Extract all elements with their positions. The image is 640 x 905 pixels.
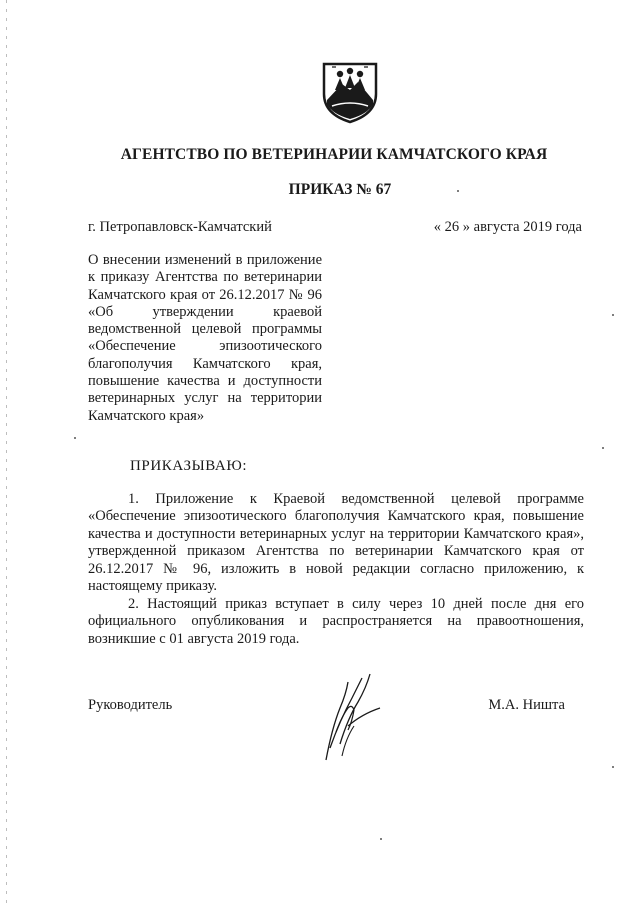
order-item-2 xyxy=(88,596,584,648)
order-date: « 26 » августа 2019 года xyxy=(433,219,582,235)
order-directive-word: ПРИКАЗЫВАЮ: xyxy=(130,458,248,474)
kamchatka-emblem-icon xyxy=(318,60,382,124)
order-item-1-text: 1. Приложение к Краевой ведомственной целевой программе «Обеспечение эпизоотического благополучия Камчатского края, повышение качества и доступности ветеринарных услуг на территории Камчатского края», утвержденной приказом Агентства по ветеринарии Камчатского края от 26.12.2017 № 96, изложить в новой редакции согласно приложению, к настоящему приказу. xyxy=(88,491,584,595)
order-subject: О внесении изменений в приложение к приказу Агентства по ветеринарии Камчатского края от 26.12.2017 № 96 «Об утверждении краевой ведомственной целевой программы «Обеспечение эпизоотического благополучия Камчатского края, повышение качества и доступности ветеринарных услуг на территории Камчатского края» xyxy=(88,252,322,424)
signer-position: Руководитель xyxy=(88,697,173,713)
scan-speck xyxy=(380,838,382,840)
order-title: ПРИКАЗ № 67 xyxy=(288,181,392,198)
scan-edge-artifact xyxy=(6,0,7,905)
order-item-1 xyxy=(88,491,584,595)
handwritten-signature xyxy=(318,668,388,766)
signer-name: М.А. Ништа xyxy=(488,697,565,713)
scan-speck xyxy=(612,314,614,316)
city-label: г. Петропавловск-Камчатский xyxy=(88,219,272,235)
agency-name: АГЕНТСТВО ПО ВЕТЕРИНАРИИ КАМЧАТСКОГО КРАЯ xyxy=(120,146,548,163)
scan-speck xyxy=(74,437,76,439)
scan-speck xyxy=(602,447,604,449)
order-item-2-text: 2. Настоящий приказ вступает в силу через 10 дней после дня его официального опубликования и распространяется на правоотношения, возникшие с 01 августа 2019 года. xyxy=(88,596,584,647)
scan-speck xyxy=(612,766,614,768)
scan-speck xyxy=(457,190,459,192)
